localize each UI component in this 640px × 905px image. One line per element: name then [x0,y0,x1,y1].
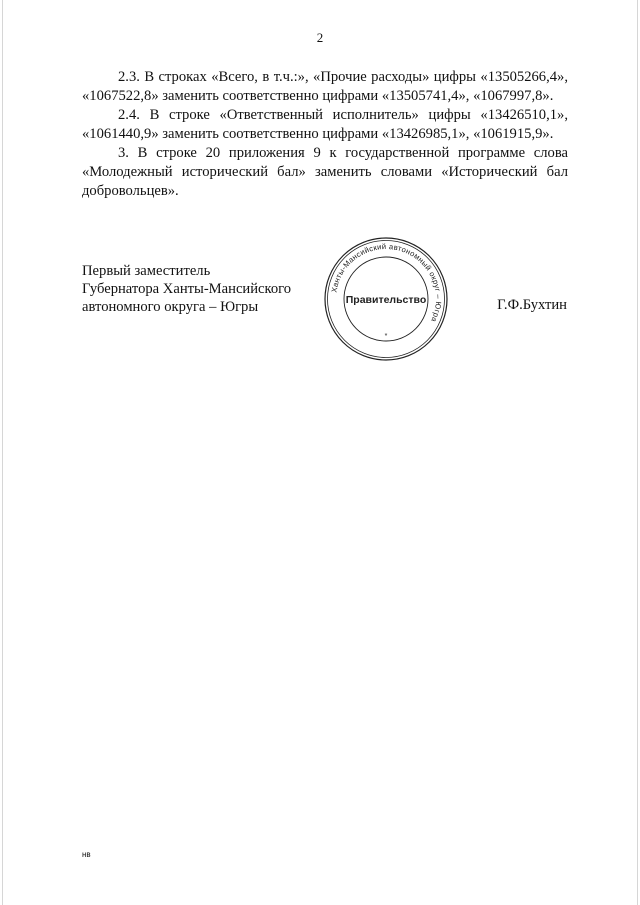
paragraph-2-3: 2.3. В строках «Всего, в т.ч.:», «Прочие расходы» цифры «13505266,4», «1067522,8» заменить соответственно цифрами «13505741,4», «1067997,8». [82,69,568,104]
seal-star-icon: * [384,333,388,340]
paragraph-2-4: 2.4. В строке «Ответственный исполнитель» цифры «13426510,1», «1061440,9» заменить соответственно цифрами «13426985,1», «1061915,9». [82,107,568,142]
official-seal [323,236,449,362]
signatory-title-line: автономного округа – Югры [82,299,259,315]
document-body [82,68,568,201]
seal-center-text: Правительство [345,294,427,306]
scan-left-edge [2,0,3,905]
signatory-title-line: Первый заместитель [82,263,211,279]
page-number: 2 [316,30,324,45]
signatory-title [82,262,291,316]
signatory-title-line: Губернатора Ханты-Мансийского [82,281,292,297]
scan-right-edge [637,0,638,905]
executor-mark: нв [82,850,91,859]
signatory-name: Г.Ф.Бухтин [497,297,567,313]
seal-ring-text: Ханты-Мансийский автономный округ – Югра [329,241,444,324]
paragraph-3: 3. В строке 20 приложения 9 к государственной программе слова «Молодежный исторический бал» заменить словами «Исторический бал добровольцев». [82,145,568,199]
